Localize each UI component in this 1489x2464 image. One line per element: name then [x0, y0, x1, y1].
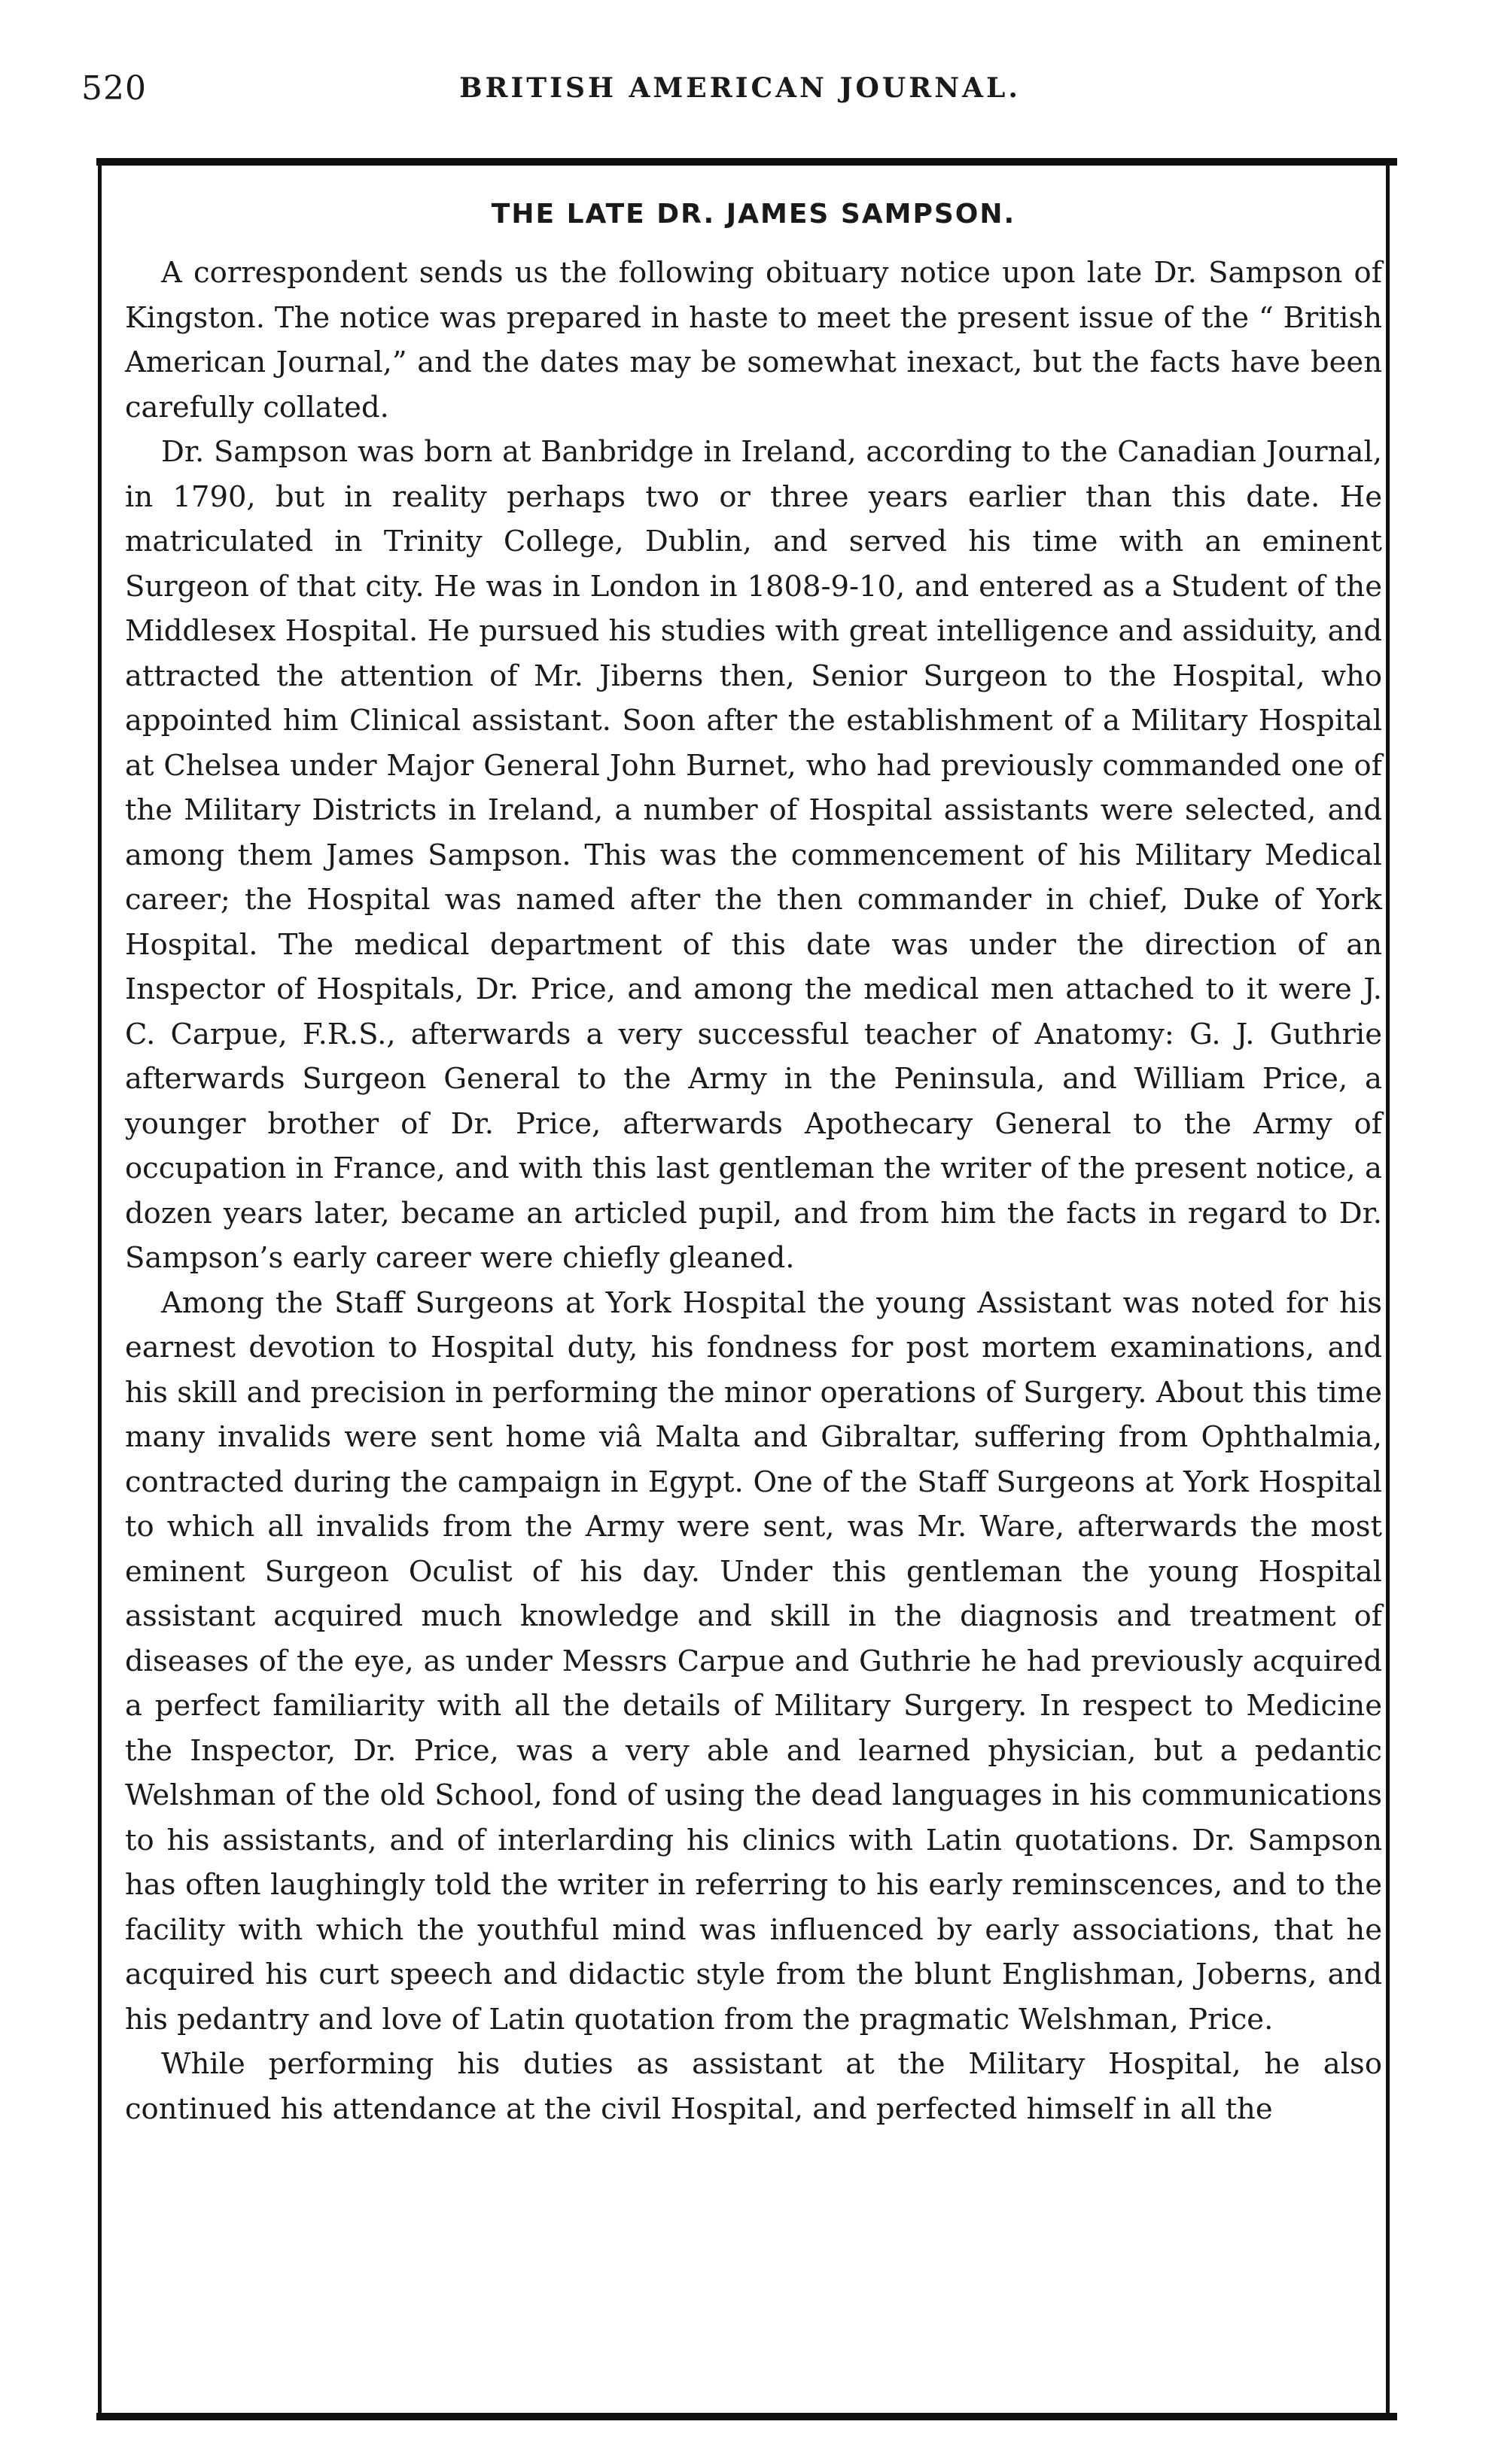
paragraph-2: Dr. Sampson was born at Banbridge in Ireland, according to the Canadian Journal, in 1790, but in reality perhaps two or three years earlier than this date. He matriculated in Trinity College, Dublin, and served his time with an eminent Surgeon of that city. He was in London in 1808-9-10, and entered as a Student of the Middlesex Hospital. He pursued his studies with great intelligence and assiduity, and attracted the attention of Mr. Jiberns then, Senior Surgeon to the Hospital, who appointed him Clinical assistant. Soon after the establishment of a Military Hospital at Chelsea under Major General John Burnet, who had previously commanded one of the Military Districts in Ireland, a number of Hospital assistants were selected, and among them James Sampson. This was the commencement of his Military Medical career; the Hospital was named after the then commander in chief, Duke of York Hospital. The medical department of this date was under the direction of an Inspector of Hospitals, Dr. Price, and among the medical men attached to it were J. C. Carpue, F.R.S., afterwards a very successful teacher of Anatomy: G. J. Guthrie afterwards Surgeon General to the Army in the Peninsula, and William Price, a younger brother of Dr. Price, afterwards Apothecary General to the Army of occupation in France, and with this last gentleman the writer of the present notice, a dozen years later, became an articled pupil, and from him the facts in regard to Dr. Sampson’s early career were chiefly gleaned.	[125, 435, 1382, 1275]
paragraph-4: While performing his duties as assistant at the Military Hospital, he also continued his attendance at the civil Hospital, and perfected himself in all the	[125, 2047, 1382, 2126]
bottom-rule	[96, 2413, 1397, 2420]
paragraph-1: A correspondent sends us the following obituary notice upon late Dr. Sampson of Kingston. The notice was prepared in haste to meet the present issue of the “ British American Journal,” and the dates may be somewhat inexact, but the facts have been carefully collated.	[125, 256, 1382, 424]
paragraph-3: Among the Staff Surgeons at York Hospital the young Assistant was noted for his earnest devotion to Hospital duty, his fondness for post mortem examinations, and his skill and precision in performing the minor operations of Surgery. About this time many invalids were sent home viâ Malta and Gibraltar, suffering from Ophthalmia, contracted during the campaign in Egypt. One of the Staff Surgeons at York Hospital to which all invalids from the Army were sent, was Mr. Ware, afterwards the most eminent Surgeon Oculist of his day. Under this gentleman the young Hospital assistant acquired much knowledge and skill in the diagnosis and treatment of diseases of the eye, as under Messrs Carpue and Guthrie he had previously acquired a perfect familiarity with all the details of Military Surgery. In respect to Medicine the Inspector, Dr. Price, was a very able and learned physician, but a pedantic Welshman of the old School, fond of using the dead languages in his communications to his assistants, and of interlarding his clinics with Latin quotations. Dr. Sampson has often laughingly told the writer in referring to his early reminscences, and to the facility with which the youthful mind was influenced by early associations, that he acquired his curt speech and didactic style from the blunt Englishman, Joberns, and his pedantry and love of Latin quotation from the pragmatic Welshman, Price.	[125, 1285, 1382, 2037]
article	[125, 184, 1382, 2131]
running-head	[81, 69, 1399, 114]
article-title: THE LATE DR. JAMES SAMPSON.	[491, 199, 1016, 230]
journal-name: BRITISH AMERICAN JOURNAL.	[459, 72, 1021, 104]
top-rule	[96, 158, 1397, 166]
page-number: 520	[81, 69, 147, 108]
